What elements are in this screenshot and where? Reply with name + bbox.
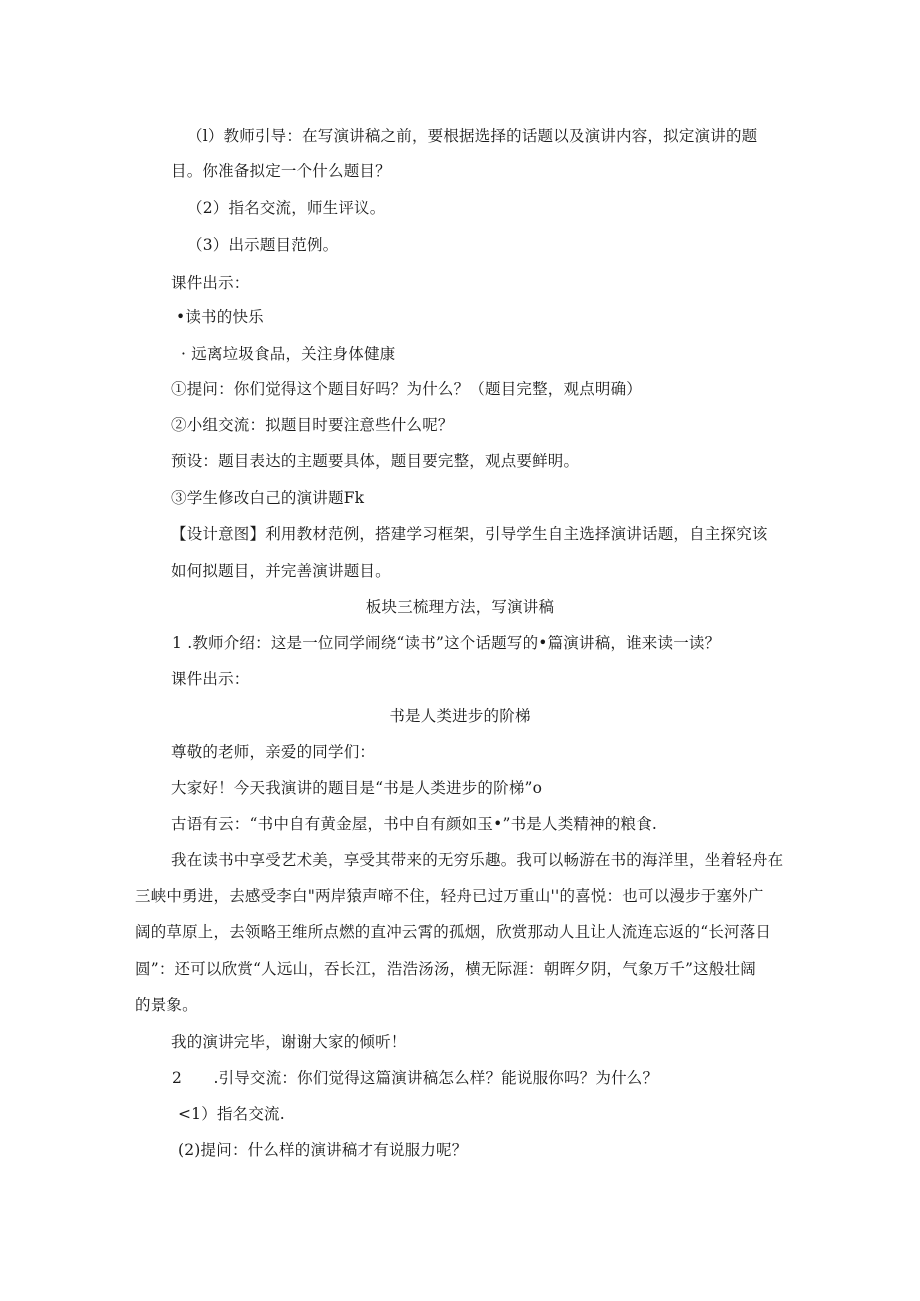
paragraph-line: 【设计意图】利用教材范例，搭建学习框架，引导学生自主选择演讲话题，自主探究该 (171, 525, 768, 543)
paragraph-line: 尊敬的老师，亲爱的同学们： (171, 743, 376, 761)
paragraph-line: 大家好！今天我演讲的题目是“书是人类进步的阶梯”o (171, 779, 543, 797)
paragraph-line: （2）指名交流，师生评议。 (187, 199, 386, 217)
paragraph-line: 预设：题目表达的主题要具体，题目要完整，观点要鲜明。 (171, 452, 580, 470)
paragraph-line: （3）出示题目范例。 (187, 236, 339, 254)
paragraph-line: 2 .引导交流：你们觉得这篇演讲稿怎么样？能说服你吗？为什么？ (172, 1069, 659, 1087)
paragraph-line: ②小组交流：拟题目时要注意些什么呢？ (171, 416, 454, 434)
paragraph-line: 阔的草原上，去领略王维所点燃的直冲云霄的孤烟，欣赏那动人且让人流连忘返的“长河落日 (135, 923, 772, 941)
paragraph-line: 课件出示： (171, 274, 250, 292)
paragraph-line: (2)提问：什么样的演讲稿才有说服力呢？ (178, 1141, 468, 1159)
paragraph-line: 1 .教师介绍：这是一位同学闹绕“读书”这个话题写的•篇演讲稿，谁来读一读？ (172, 634, 721, 652)
paragraph-line: 古语有云：“书中自有黄金屋，书中自有颜如玉•”书是人类精神的粮食. (171, 815, 658, 833)
paragraph-line: 如何拟题目，并完善演讲题目。 (171, 562, 391, 580)
speech-title: 书是人类进步的阶梯 (389, 707, 531, 725)
list-item: •读书的快乐 (176, 308, 264, 326)
section-heading: 板块三梳理方法，写演讲稿 (365, 598, 555, 616)
paragraph-line: ③学生修改白己的演讲题Fk (171, 489, 365, 507)
paragraph-line: 课件出示： (171, 670, 250, 688)
paragraph-line: 的景象。 (135, 996, 198, 1014)
list-item: · 远离垃圾食品，关注身体健康 (181, 345, 396, 363)
paragraph-line: 目。你准备拟定一个什么题目？ (171, 162, 391, 180)
paragraph-line: 三峡中勇进，去感受李白"两岸猿声啼不住，轻舟已过万重山''的喜悦：也可以漫步于塞外广 (135, 887, 764, 905)
paragraph-line: ①提问：你们觉得这个题目好吗？为什么？（题目完整，观点明确） (171, 380, 643, 398)
paragraph-line: <1）指名交流. (178, 1105, 285, 1123)
paragraph-line: 我的演讲完毕，谢谢大家的倾听！ (171, 1033, 407, 1051)
paragraph-line: 圆”：还可以欣赏“人远山，吞长江，浩浩汤汤，横无际涯：朝晖夕阴，气象万千”这般壮阔 (135, 960, 756, 978)
paragraph-line: （l）教师引导：在写演讲稿之前，要根据选择的话题以及演讲内容，拟定演讲的题 (187, 127, 758, 145)
paragraph-line: 我在读书中享受艺术美，享受其带来的无穷乐趣。我可以畅游在书的海洋里，坐着轻舟在 (171, 851, 784, 869)
